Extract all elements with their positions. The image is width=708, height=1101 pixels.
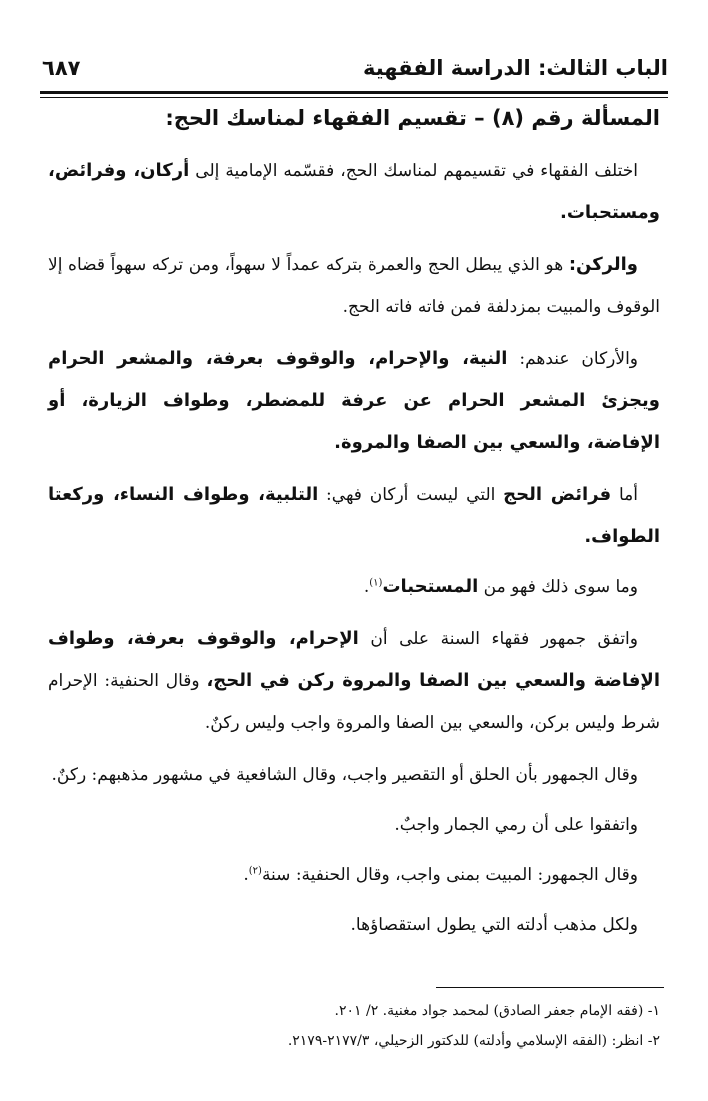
- paragraph-9: [48, 854, 660, 896]
- footnotes: [48, 996, 660, 1056]
- paragraph-5-text: وما سوى ذلك فهو من: [478, 577, 638, 597]
- paragraph-3-bold: النية، والإحرام، والوقوف بعرفة، والمشعر الحرام ويجزئ المشعر الحرام عن عرفة للمضطر، وطواف الزيارة، أو الإفاضة، والسعي بين الصفا والمروة.: [48, 348, 660, 453]
- paragraph-9-text: وقال الجمهور: المبيت بمنى واجب، وقال الحنفية: سنة: [261, 865, 638, 885]
- paragraph-1-bold: أركان، وفرائض، ومستحبات.: [48, 160, 660, 223]
- header-rule-thick: [40, 91, 668, 94]
- paragraph-5-end: .: [363, 577, 370, 597]
- paragraph-3-text: والأركان عندهم:: [507, 349, 639, 369]
- paragraph-6-text-b: وقال الحنفية: الإحرام شرط وليس بركن، والسعي بين الصفا والمروة واجب وليس ركنٌ.: [48, 671, 660, 733]
- paragraph-6-text-a: واتفق جمهور فقهاء السنة على أن: [358, 629, 638, 649]
- running-header: [40, 52, 668, 88]
- footnote-1: ١- (فقه الإمام جعفر الصادق) لمحمد جواد مغنية. ٢/ ٢٠١.: [334, 1003, 660, 1019]
- footnote-2: ٢- انظر: (الفقه الإسلامي وأدلته) للدكتور الزحيلي، ٢١٧٧/٣-٢١٧٩.: [287, 1033, 660, 1049]
- footnote-ref-1[interactable]: (١): [369, 577, 383, 589]
- paragraph-7: وقال الجمهور بأن الحلق أو التقصير واجب، وقال الشافعية في مشهور مذهبهم: ركنٌ.: [51, 765, 638, 785]
- paragraph-9-end: .: [243, 865, 249, 885]
- footnote-separator: [436, 987, 664, 988]
- paragraph-1: [48, 150, 660, 234]
- paragraph-4-bold-b: التلبية، وطواف النساء، وركعتا الطواف.: [48, 484, 660, 547]
- paragraph-4: [48, 474, 660, 558]
- footnote-ref-2[interactable]: (٢): [248, 865, 262, 877]
- paragraph-8: واتفقوا على أن رمي الجمار واجبٌ.: [394, 815, 638, 835]
- paragraph-4-text-b: التي ليست أركان فهي:: [318, 485, 504, 505]
- paragraph-10: ولكل مذهب أدلته التي يطول استقصاؤها.: [350, 915, 638, 935]
- paragraph-4-text-a: أما: [611, 485, 638, 505]
- paragraph-1-text: اختلف الفقهاء في تقسيمهم لمناسك الحج، فقسّمه الإمامية إلى: [189, 161, 638, 181]
- paragraph-6-bold-a: الإحرام، والوقوف بعرفة، وطواف الإفاضة والسعي بين الصفا والمروة ركن في الحج،: [48, 628, 660, 691]
- paragraph-2-text: هو الذي يبطل الحج والعمرة بتركه عمداً لا سهواً، ومن تركه سهواً قضاه إلا الوقوف والمبيت بمزدلفة فمن فاته فاته الحج.: [48, 255, 660, 317]
- header-rule-thin: [40, 97, 668, 98]
- paragraph-5: [48, 566, 660, 608]
- paragraph-6: [48, 618, 660, 744]
- chapter-title: الباب الثالث: الدراسة الفقهية: [362, 56, 668, 80]
- issue-title: المسألة رقم (٨) – تقسيم الفقهاء لمناسك الحج:: [165, 106, 660, 130]
- page-number: ٦٨٧: [42, 56, 81, 80]
- paragraph-5-bold: المستحبات: [382, 576, 479, 597]
- paragraph-4-bold-a: فرائض الحج: [503, 484, 612, 505]
- page-body: [48, 100, 660, 954]
- paragraph-3: [48, 338, 660, 464]
- paragraph-2-bold: والركن:: [568, 254, 638, 275]
- paragraph-2: [48, 244, 660, 328]
